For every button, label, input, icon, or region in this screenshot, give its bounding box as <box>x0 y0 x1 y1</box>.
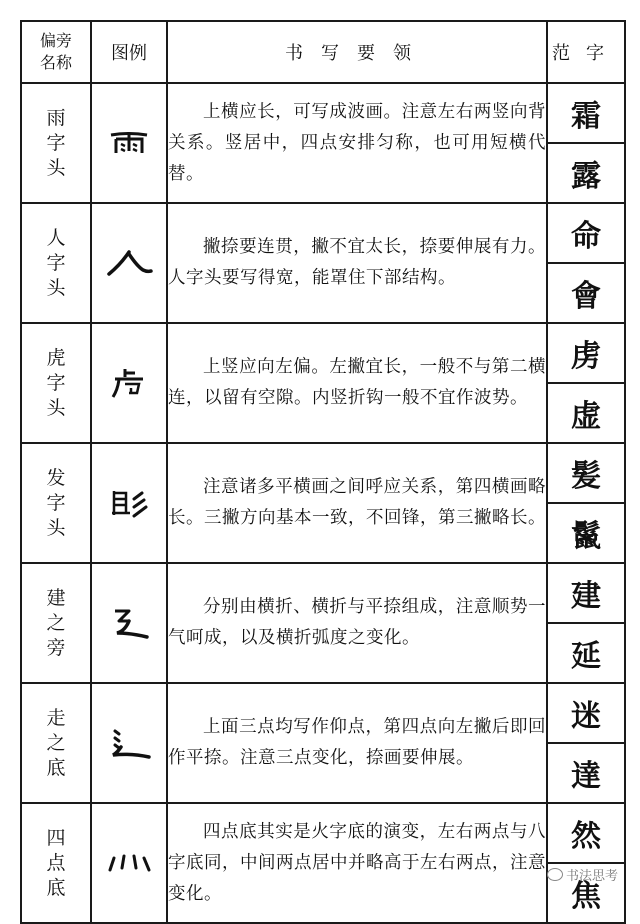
example-char: 露 <box>571 159 601 194</box>
table-row <box>21 563 625 683</box>
table-row <box>21 323 625 443</box>
table-row <box>21 83 625 203</box>
fa-radical-glyph-icon <box>91 443 167 563</box>
example-chars <box>547 83 625 203</box>
radical-name: 虎 字 头 <box>21 323 91 443</box>
wechat-logo-icon <box>547 868 563 881</box>
header-row <box>21 21 625 83</box>
example-chars <box>547 443 625 563</box>
radical-name: 四 点 底 <box>21 803 91 923</box>
writing-tips: 撇捺要连贯，撇不宜太长，捺要伸展有力。人字头要写得宽，能罩住下部结构。 <box>167 203 547 323</box>
example-char: 髪 <box>548 444 624 504</box>
example-char: 迷 <box>548 684 624 744</box>
example-char: 然 <box>548 804 624 864</box>
radical-name: 人 字 头 <box>21 203 91 323</box>
writing-tips: 上竖应向左偏。左撇宜长，一般不与第二横连，以留有空隙。内竖折钩一般不宜作波势。 <box>167 323 547 443</box>
example-char: 延 <box>571 639 601 674</box>
radical-name: 建 之 旁 <box>21 563 91 683</box>
writing-tips: 注意诸多平横画之间呼应关系，第四横画略长。三撇方向基本一致，不回锋，第三撇略长。 <box>167 443 547 563</box>
writing-tips: 分别由横折、横折与平捺组成，注意顺势一气呵成，以及横折弧度之变化。 <box>167 563 547 683</box>
example-char: 會 <box>571 279 601 314</box>
radical-name: 发 字 头 <box>21 443 91 563</box>
example-char: 建 <box>548 564 624 624</box>
table-row <box>21 203 625 323</box>
example-chars <box>547 203 625 323</box>
hu-radical-glyph-icon <box>91 323 167 443</box>
zou-radical-glyph-icon <box>91 683 167 803</box>
example-chars <box>547 803 625 923</box>
header-radical-name: 偏旁 名称 <box>21 21 91 83</box>
header-example-chars: 范字 <box>547 21 625 83</box>
radical-table <box>20 20 626 924</box>
watermark-text: 书法思考 <box>565 869 618 884</box>
example-chars <box>547 563 625 683</box>
header-writing-tips: 书写要领 <box>167 21 547 83</box>
writing-tips: 四点底其实是火字底的演变，左右两点与八字底同，中间两点居中并略高于左右两点，注意变化。 <box>167 803 547 923</box>
writing-tips: 上横应长，可写成波画。注意左右两竖向背关系。竖居中，四点安排匀称，也可用短横代替。 <box>167 83 547 203</box>
sidian-radical-glyph-icon <box>91 803 167 923</box>
example-char: 虏 <box>548 324 624 384</box>
example-char: 霜 <box>548 84 624 144</box>
radical-name: 雨 字 头 <box>21 83 91 203</box>
watermark <box>547 865 618 884</box>
example-chars <box>547 683 625 803</box>
radical-name: 走 之 底 <box>21 683 91 803</box>
table-row <box>21 683 625 803</box>
example-char: 焦 <box>571 879 601 914</box>
header-illustration: 图例 <box>91 21 167 83</box>
example-char: 鬣 <box>571 519 601 554</box>
example-char: 達 <box>571 759 601 794</box>
table-row <box>21 443 625 563</box>
example-char: 虚 <box>571 399 601 434</box>
jian-radical-glyph-icon <box>91 563 167 683</box>
example-chars <box>547 323 625 443</box>
yu-radical-glyph-icon <box>91 83 167 203</box>
table-row <box>21 803 625 923</box>
writing-tips: 上面三点均写作仰点，第四点向左撇后即回作平捺。注意三点变化，捺画要伸展。 <box>167 683 547 803</box>
ren-radical-glyph-icon <box>91 203 167 323</box>
example-char: 命 <box>548 204 624 264</box>
